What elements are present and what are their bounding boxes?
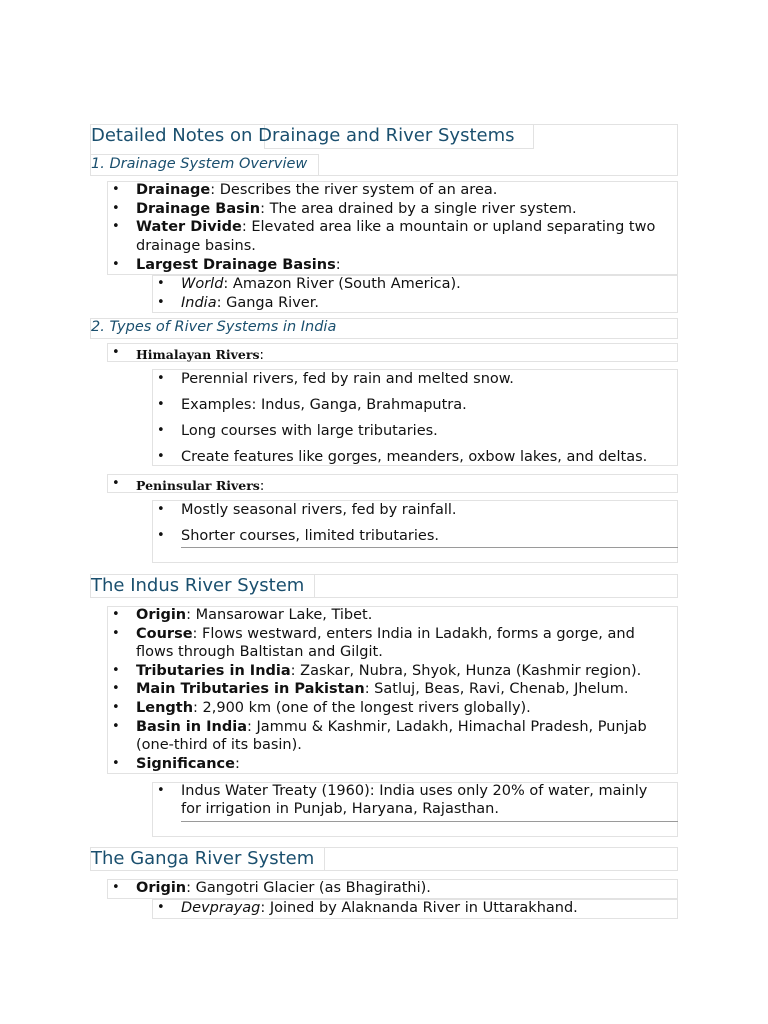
bullet: • <box>112 345 120 360</box>
bullet: • <box>112 182 120 197</box>
list-item: Length: 2,900 km (one of the longest rivers globally). <box>136 700 531 716</box>
list-item: Mostly seasonal rivers, fed by rainfall. <box>181 502 457 518</box>
bullet: • <box>112 476 120 491</box>
bullet: • <box>112 756 120 771</box>
sec1-heading <box>91 156 307 172</box>
sub-list-item: Indus Water Treaty (1960): India uses only 20% of water, mainly <box>181 783 648 799</box>
bullet: • <box>157 783 165 798</box>
list-item: Basin in India: Jammu & Kashmir, Ladakh, Himachal Pradesh, Punjab <box>136 719 647 735</box>
page-title <box>91 125 515 146</box>
bullet: • <box>157 502 165 517</box>
bullet: • <box>112 719 120 734</box>
list-item: Origin: Mansarowar Lake, Tibet. <box>136 607 373 623</box>
list-item-continuation: flows through Baltistan and Gilgit. <box>136 644 383 660</box>
list-item: Shorter courses, limited tributaries. <box>181 528 439 544</box>
bullet: • <box>112 219 120 234</box>
list-item: Perennial rivers, fed by rain and melted snow. <box>181 371 514 387</box>
bullet: • <box>112 880 120 895</box>
sub-list-item: India: Ganga River. <box>181 295 319 311</box>
bullet: • <box>157 423 165 438</box>
bullet: • <box>112 626 120 641</box>
title-main: Drainage and River Systems <box>258 125 515 146</box>
list-item: Long courses with large tributaries. <box>181 423 438 439</box>
indus-heading: The Indus River System <box>91 575 305 596</box>
sec2-number: 2. <box>91 319 105 335</box>
bullet: • <box>112 201 120 216</box>
bullet: • <box>157 295 165 310</box>
sub-list-item-continuation: for irrigation in Punjab, Haryana, Rajasthan. <box>181 801 499 817</box>
bullet: • <box>112 607 120 622</box>
sec1-number: 1. <box>91 156 105 172</box>
list-item-continuation: (one-third of its basin). <box>136 737 302 753</box>
ganga-heading: The Ganga River System <box>91 848 315 869</box>
sub-list-item: World: Amazon River (South America). <box>181 276 461 292</box>
list-item: Origin: Gangotri Glacier (as Bhagirathi). <box>136 880 431 896</box>
himalayan-label: Himalayan Rivers: <box>136 347 264 363</box>
sec2-heading <box>91 319 336 335</box>
bullet: • <box>157 397 165 412</box>
list-item: Create features like gorges, meanders, oxbow lakes, and deltas. <box>181 449 648 465</box>
sec1-heading-text: Drainage System Overview <box>109 156 308 172</box>
peninsular-label: Peninsular Rivers: <box>136 478 265 494</box>
bullet: • <box>112 663 120 678</box>
sec2-heading-text: Types of River Systems in India <box>109 319 337 335</box>
bullet: • <box>157 449 165 464</box>
list-item: Largest Drainage Basins: <box>136 257 341 273</box>
bullet: • <box>157 528 165 543</box>
list-item: Drainage: Describes the river system of an area. <box>136 182 498 198</box>
bullet: • <box>112 257 120 272</box>
list-item: Water Divide: Elevated area like a mountain or upland separating two <box>136 219 656 235</box>
list-item: Course: Flows westward, enters India in Ladakh, forms a gorge, and <box>136 626 635 642</box>
bullet: • <box>157 371 165 386</box>
list-item: Main Tributaries in Pakistan: Satluj, Beas, Ravi, Chenab, Jhelum. <box>136 681 629 697</box>
bullet: • <box>112 700 120 715</box>
bullet: • <box>112 681 120 696</box>
list-item: Drainage Basin: The area drained by a single river system. <box>136 201 577 217</box>
bullet: • <box>157 276 165 291</box>
divider <box>181 547 678 548</box>
title-prefix: Detailed Notes on <box>91 125 259 146</box>
sub-list-item: Devprayag: Joined by Alaknanda River in Uttarakhand. <box>181 900 578 916</box>
list-item: Significance: <box>136 756 240 772</box>
list-item-continuation: drainage basins. <box>136 238 256 254</box>
bullet: • <box>157 900 165 915</box>
list-item: Tributaries in India: Zaskar, Nubra, Shyok, Hunza (Kashmir region). <box>136 663 642 679</box>
divider <box>181 821 678 822</box>
list-item: Examples: Indus, Ganga, Brahmaputra. <box>181 397 467 413</box>
